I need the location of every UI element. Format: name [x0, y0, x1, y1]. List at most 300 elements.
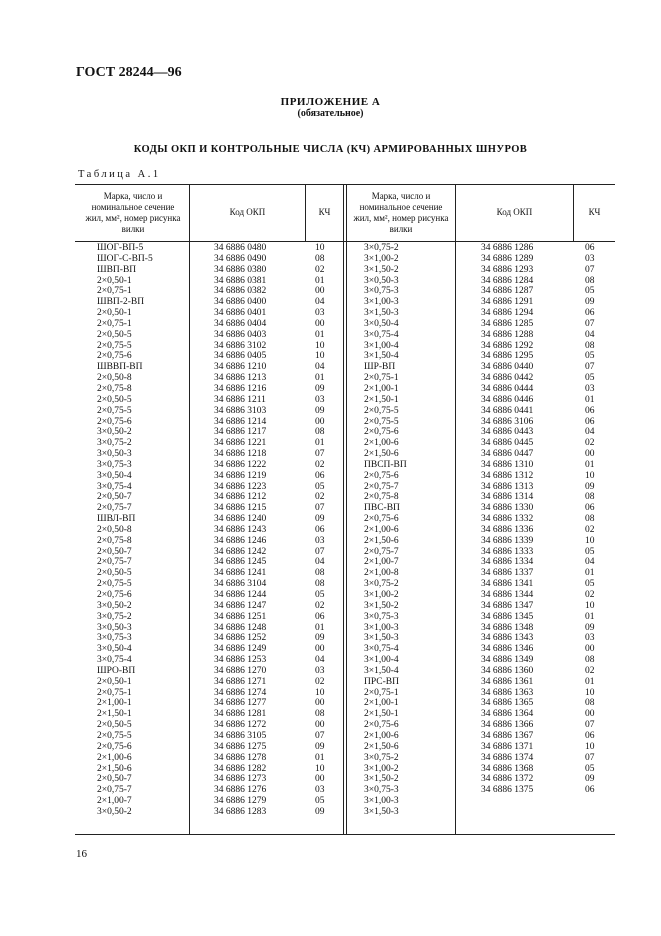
table-cell-kch: 02	[315, 492, 325, 503]
table-cell-code: 34 6886 1244	[214, 590, 267, 600]
table-cell-kch: 10	[315, 687, 325, 698]
right-kch-column	[585, 243, 605, 796]
table-cell-code: 34 6886 1278	[214, 752, 267, 763]
table-cell-code: 34 6886 0380	[214, 264, 267, 275]
table-cell-mark: 2×0,75-7	[97, 557, 132, 568]
table-cell-code: 34 6886 1339	[481, 535, 534, 546]
table-cell-mark: 2×1,00-7	[97, 796, 132, 807]
table-cell-kch: 03	[315, 308, 325, 319]
table-cell-kch: 06	[585, 416, 595, 427]
table-cell-kch: 01	[585, 394, 595, 405]
table-cell-code: 34 6886 1242	[214, 546, 267, 557]
table-cell-mark: 2×0,50-8	[97, 373, 132, 384]
table-cell-mark: 3×1,00-3	[364, 796, 399, 807]
table-cell-mark: 2×1,00-6	[97, 752, 132, 763]
table-cell-kch: 00	[585, 449, 595, 460]
table-cell-kch: 00	[315, 720, 325, 731]
table-cell-code: 34 6886 0441	[481, 405, 534, 416]
table-cell-code: 34 6886 1240	[214, 514, 267, 525]
table-cell-mark: 2×0,75-7	[364, 546, 399, 557]
table-cell-mark: 3×0,50-3	[364, 275, 399, 286]
table-cell-mark: ШОГ-С-ВП-5	[97, 253, 153, 264]
table-cell-code: 34 6886 0442	[481, 373, 534, 384]
table-cell-code: 34 6886 1272	[214, 720, 267, 731]
table-cell-kch: 04	[585, 557, 595, 568]
table-cell-mark: 2×0,75-6	[364, 514, 399, 525]
table-cell-code: 34 6886 1341	[481, 579, 534, 590]
page-number: 16	[76, 848, 87, 860]
table-cell-kch: 08	[315, 579, 325, 590]
table-cell-kch: 08	[315, 568, 325, 579]
table-cell-mark: 3×0,75-4	[364, 644, 399, 655]
table-cell-code: 34 6886 1348	[481, 622, 534, 633]
table-cell-mark: 3×0,75-3	[97, 633, 132, 644]
header-mark-left: Марка, число и номинальное сечение жил, мм², номер рисунка вилки	[85, 190, 181, 234]
table-cell-kch: 09	[315, 741, 325, 752]
table-cell-kch: 05	[315, 796, 325, 807]
table-cell-mark: 3×1,50-4	[364, 665, 399, 676]
table-cell-kch: 06	[315, 470, 325, 481]
table-cell-kch: 01	[315, 752, 325, 763]
table-cell-kch: 01	[315, 275, 325, 286]
table-cell-mark: ШРО-ВП	[97, 665, 136, 676]
table-cell-kch: 00	[585, 644, 595, 655]
table-cell-kch: 08	[585, 340, 595, 351]
table-cell-mark: 2×0,50-5	[97, 394, 132, 405]
table-cell-code: 34 6886 0440	[481, 362, 534, 373]
table-cell-code: 34 6886 1364	[481, 709, 534, 720]
table-cell-kch: 08	[585, 655, 595, 666]
table-cell-kch: 07	[585, 752, 595, 763]
table-cell-kch: 08	[315, 427, 325, 438]
right-code-column	[481, 243, 571, 796]
table-cell-mark: 3×1,00-2	[364, 763, 399, 774]
table-cell-code: 34 6886 1365	[481, 698, 534, 709]
table-cell-code: 34 6886 1275	[214, 741, 267, 752]
table-cell-mark: 2×1,50-6	[97, 763, 132, 774]
table-cell-mark: 3×0,75-2	[364, 579, 399, 590]
column-divider	[455, 184, 456, 835]
table-cell-code: 34 6886 1310	[481, 459, 534, 470]
table-cell-kch: 05	[585, 373, 595, 384]
table-cell-code: 34 6886 1330	[481, 503, 534, 514]
table-cell-code: 34 6886 0404	[214, 318, 267, 329]
table-cell-code: 34 6886 1336	[481, 524, 534, 535]
table-cell-kch: 09	[585, 774, 595, 785]
table-cell-kch: 09	[315, 806, 325, 817]
table-cell-mark: 2×1,00-7	[364, 557, 399, 568]
table-cell-kch: 09	[315, 633, 325, 644]
table-cell-code: 34 6886 0480	[214, 243, 267, 253]
table-cell-code: 34 6886 1363	[481, 687, 534, 698]
table-cell-code: 34 6886 1212	[214, 492, 267, 503]
table-cell-kch: 10	[315, 763, 325, 774]
table-cell-mark: 2×0,75-1	[364, 373, 399, 384]
table-cell-code: 34 6886 1221	[214, 438, 267, 449]
table-cell-code: 34 6886 1211	[214, 394, 266, 405]
table-cell-code: 34 6886 1219	[214, 470, 267, 481]
table-cell-code: 34 6886 1247	[214, 600, 267, 611]
table-cell-kch: 03	[315, 535, 325, 546]
table-cell-mark: 2×0,75-6	[97, 741, 132, 752]
table-cell-mark: 2×0,75-1	[97, 687, 132, 698]
table-cell-kch: 02	[315, 264, 325, 275]
table-cell-kch: 06	[585, 243, 595, 253]
table-cell-kch: 05	[585, 546, 595, 557]
table-cell-code: 34 6886 1249	[214, 644, 267, 655]
table-cell-mark: ШР-ВП	[364, 362, 396, 373]
table-cell-kch: 06	[315, 524, 325, 535]
table-cell-kch: 08	[585, 492, 595, 503]
table-cell-kch: 08	[585, 698, 595, 709]
table-cell-mark: 3×0,75-2	[364, 243, 399, 253]
table-cell-mark: 3×1,50-3	[364, 308, 399, 319]
table-cell-mark: 2×0,75-6	[97, 351, 132, 362]
table-cell-mark: 3×0,75-2	[97, 438, 132, 449]
table-cell-kch: 01	[585, 611, 595, 622]
table-cell-mark: 2×1,00-6	[364, 730, 399, 741]
table-cell-kch: 00	[315, 318, 325, 329]
table-cell-code: 34 6886 1214	[214, 416, 267, 427]
table-cell-kch: 06	[585, 503, 595, 514]
table-cell-code: 34 6886 1360	[481, 665, 534, 676]
table-cell-code: 34 6886 1372	[481, 774, 534, 785]
table-cell-mark: 3×0,50-2	[97, 600, 132, 611]
table-cell-kch: 04	[585, 427, 595, 438]
table-cell-code: 34 6886 1371	[481, 741, 534, 752]
table-cell-kch: 10	[585, 741, 595, 752]
table-cell-mark: ШВЛ-ВП	[97, 514, 136, 525]
table-cell-kch: 09	[315, 405, 325, 416]
table-cell-kch: 07	[585, 264, 595, 275]
table-cell-mark: 2×0,75-5	[364, 416, 399, 427]
table-cell-kch: 08	[315, 709, 325, 720]
table-cell-mark: 3×0,50-2	[97, 427, 132, 438]
table-cell-mark: ШВП-ВП	[97, 264, 137, 275]
table-cell-mark: 2×0,50-5	[97, 720, 132, 731]
table-cell-mark: 3×0,75-3	[364, 286, 399, 297]
table-cell-code: 34 6886 0400	[214, 297, 267, 308]
section-title: КОДЫ ОКП И КОНТРОЛЬНЫЕ ЧИСЛА (КЧ) АРМИРОВАННЫХ ШНУРОВ	[133, 144, 528, 155]
table-cell-mark: 2×0,75-8	[97, 383, 132, 394]
table-cell-mark: 2×0,75-5	[97, 579, 132, 590]
table-cell-code: 34 6886 1332	[481, 514, 534, 525]
table-cell-kch: 07	[315, 503, 325, 514]
table-cell-mark: 2×1,00-1	[364, 698, 399, 709]
table-cell-mark: 3×0,75-4	[97, 481, 132, 492]
table-cell-mark: 3×0,50-4	[364, 318, 399, 329]
table-cell-code: 34 6886 1213	[214, 373, 267, 384]
table-cell-kch: 00	[315, 286, 325, 297]
table-cell-code: 34 6886 1291	[481, 297, 534, 308]
table-cell-kch: 04	[585, 329, 595, 340]
table-cell-mark: 3×0,75-3	[364, 611, 399, 622]
table-cell-code: 34 6886 1253	[214, 655, 267, 666]
table-cell-kch: 01	[315, 438, 325, 449]
header-code-right: Код ОКП	[496, 207, 533, 217]
table-cell-mark: 2×0,50-1	[97, 676, 132, 687]
table-cell-code: 34 6886 1343	[481, 633, 534, 644]
table-cell-kch: 05	[315, 590, 325, 600]
table-cell-mark: ПВС-ВП	[364, 503, 400, 514]
table-cell-mark: 3×0,75-4	[97, 655, 132, 666]
table-cell-kch: 01	[315, 373, 325, 384]
table-cell-kch: 02	[585, 665, 595, 676]
table-cell-kch: 10	[315, 340, 325, 351]
table-cell-mark: 2×1,50-1	[97, 709, 132, 720]
table-cell-kch: 03	[315, 394, 325, 405]
table-cell-kch: 03	[585, 383, 595, 394]
table-cell-kch: 00	[315, 774, 325, 785]
table-cell-kch: 03	[585, 633, 595, 644]
table-cell-mark: 3×0,50-3	[97, 622, 132, 633]
table-cell-kch: 10	[585, 600, 595, 611]
table-cell-code: 34 6886 1246	[214, 535, 267, 546]
table-cell-mark: 3×0,50-2	[97, 806, 132, 817]
right-mark-column	[364, 243, 454, 818]
double-column-divider	[343, 184, 347, 835]
table-cell-code: 34 6886 0446	[481, 394, 534, 405]
table-cell-kch: 01	[315, 622, 325, 633]
table-cell-mark: 2×0,50-7	[97, 492, 132, 503]
table-cell-mark: 2×0,75-8	[97, 535, 132, 546]
table-cell-code: 34 6886 1279	[214, 796, 267, 807]
table-cell-code: 34 6886 1346	[481, 644, 534, 655]
table-cell-mark: ПРС-ВП	[364, 676, 399, 687]
table-cell-kch: 10	[585, 470, 595, 481]
table-cell-code: 34 6886 3104	[214, 579, 267, 590]
header-kch-right: КЧ	[588, 207, 601, 217]
table-cell-mark: 2×0,50-5	[97, 329, 132, 340]
table-cell-kch: 10	[585, 535, 595, 546]
table-cell-code: 34 6886 0490	[214, 253, 267, 264]
doc-title: ГОСТ 28244—96	[76, 65, 182, 80]
table-cell-kch: 06	[585, 308, 595, 319]
table-cell-kch: 10	[315, 243, 325, 253]
table-cell-mark: 2×1,50-6	[364, 535, 399, 546]
table-cell-code: 34 6886 1287	[481, 286, 534, 297]
table-cell-kch: 07	[315, 546, 325, 557]
table-cell-mark: 3×1,50-4	[364, 351, 399, 362]
table-cell-mark: 2×0,75-6	[364, 427, 399, 438]
table-cell-code: 34 6886 1281	[214, 709, 267, 720]
table-cell-code: 34 6886 1375	[481, 785, 534, 796]
table-cell-kch: 03	[585, 253, 595, 264]
table-cell-mark: 3×0,75-4	[364, 329, 399, 340]
table-cell-kch: 09	[315, 383, 325, 394]
table-cell-kch: 09	[315, 514, 325, 525]
table-cell-mark: 2×1,00-1	[97, 698, 132, 709]
table-cell-kch: 04	[315, 297, 325, 308]
table-cell-kch: 00	[585, 709, 595, 720]
table-cell-mark: ПВСП-ВП	[364, 459, 407, 470]
table-cell-mark: ШВП-2-ВП	[97, 297, 145, 308]
table-cell-mark: 3×1,00-2	[364, 253, 399, 264]
table-cell-kch: 05	[585, 351, 595, 362]
table-cell-code: 34 6886 1292	[481, 340, 534, 351]
table-cell-mark: 2×0,75-6	[97, 590, 132, 600]
table-cell-code: 34 6886 1248	[214, 622, 267, 633]
table-cell-code: 34 6886 1345	[481, 611, 534, 622]
table-cell-mark: 2×1,50-1	[364, 394, 399, 405]
table-cell-mark: 3×0,75-2	[364, 752, 399, 763]
table-cell-kch: 06	[585, 405, 595, 416]
table-cell-kch: 00	[315, 698, 325, 709]
table-cell-mark: 2×0,75-7	[97, 785, 132, 796]
header-mark-right: Марка, число и номинальное сечение жил, мм², номер рисунка вилки	[353, 190, 449, 234]
table-cell-kch: 02	[315, 676, 325, 687]
table-cell-mark: 2×0,75-5	[97, 340, 132, 351]
table-cell-code: 34 6886 1314	[481, 492, 534, 503]
table-cell-kch: 02	[315, 600, 325, 611]
table-cell-code: 34 6886 1285	[481, 318, 534, 329]
table-cell-mark: 2×1,50-1	[364, 709, 399, 720]
table-cell-mark: 2×1,50-6	[364, 449, 399, 460]
table-cell-mark: 2×0,75-1	[364, 687, 399, 698]
table-cell-kch: 05	[315, 481, 325, 492]
table-cell-code: 34 6886 1347	[481, 600, 534, 611]
table-cell-code: 34 6886 1245	[214, 557, 267, 568]
table-cell-code: 34 6886 1289	[481, 253, 534, 264]
table-cell-kch: 07	[315, 449, 325, 460]
table-cell-mark: 3×1,00-3	[364, 297, 399, 308]
table-cell-mark: 2×0,75-6	[364, 720, 399, 731]
table-cell-kch: 06	[585, 730, 595, 741]
table-cell-code: 34 6886 3102	[214, 340, 267, 351]
table-cell-code: 34 6886 1295	[481, 351, 534, 362]
table-cell-code: 34 6886 1283	[214, 806, 267, 817]
table-cell-mark: 2×0,75-1	[97, 318, 132, 329]
table-cell-mark: 3×1,00-4	[364, 655, 399, 666]
table-cell-code: 34 6886 1215	[214, 503, 267, 514]
table-cell-kch: 02	[585, 438, 595, 449]
header-code-left: Код ОКП	[229, 207, 266, 217]
table-cell-mark: 2×0,75-7	[97, 503, 132, 514]
table-cell-kch: 04	[315, 655, 325, 666]
table-cell-kch: 00	[315, 416, 325, 427]
table-cell-code: 34 6886 1337	[481, 568, 534, 579]
table-cell-kch: 06	[585, 785, 595, 796]
table-cell-code: 34 6886 0401	[214, 308, 267, 319]
table-cell-code: 34 6886 3106	[481, 416, 534, 427]
table-cell-mark: 3×1,00-3	[364, 622, 399, 633]
table-cell-code: 34 6886 1361	[481, 676, 534, 687]
table-cell-mark: 2×0,75-8	[364, 492, 399, 503]
table-cell-code: 34 6886 1367	[481, 730, 534, 741]
column-divider	[189, 184, 190, 835]
table-cell-code: 34 6886 3103	[214, 405, 267, 416]
table-cell-code: 34 6886 3105	[214, 730, 267, 741]
table-label: Таблица А.1	[78, 169, 161, 180]
table-cell-code: 34 6886 1276	[214, 785, 267, 796]
table-cell-mark: 2×1,00-6	[364, 438, 399, 449]
table-cell-mark: 2×0,75-7	[364, 481, 399, 492]
table-cell-kch: 07	[585, 318, 595, 329]
table-cell-code: 34 6886 1313	[481, 481, 534, 492]
table-cell-kch: 05	[585, 286, 595, 297]
table-cell-kch: 02	[585, 590, 595, 600]
left-code-column	[214, 243, 304, 818]
table-cell-mark: 3×0,75-3	[364, 785, 399, 796]
table-cell-code: 34 6886 1216	[214, 383, 267, 394]
table-cell-code: 34 6886 1277	[214, 698, 267, 709]
table-cell-mark: 2×0,75-5	[97, 405, 132, 416]
table-cell-kch: 01	[585, 459, 595, 470]
table-cell-mark: 3×1,50-3	[364, 633, 399, 644]
table-cell-mark: 3×0,50-3	[97, 449, 132, 460]
left-kch-column	[315, 243, 335, 818]
table-cell-mark: 2×1,00-8	[364, 568, 399, 579]
table-cell-mark: ШВВП-ВП	[97, 362, 143, 373]
table-cell-code: 34 6886 0445	[481, 438, 534, 449]
table-cell-code: 34 6886 1282	[214, 763, 267, 774]
table-cell-mark: 2×0,50-1	[97, 275, 132, 286]
table-cell-code: 34 6886 1241	[214, 568, 267, 579]
table-cell-kch: 07	[315, 730, 325, 741]
table-cell-kch: 08	[585, 275, 595, 286]
table-cell-code: 34 6886 1366	[481, 720, 534, 731]
table-cell-code: 34 6886 1251	[214, 611, 267, 622]
table-cell-code: 34 6886 1284	[481, 275, 534, 286]
table-cell-code: 34 6886 1294	[481, 308, 534, 319]
table-cell-code: 34 6886 1374	[481, 752, 534, 763]
table-cell-code: 34 6886 0443	[481, 427, 534, 438]
header-kch-left: КЧ	[318, 207, 331, 217]
table-cell-code: 34 6886 1217	[214, 427, 267, 438]
table-cell-code: 34 6886 0403	[214, 329, 267, 340]
table-cell-kch: 01	[585, 676, 595, 687]
table-cell-mark: 3×0,50-4	[97, 470, 132, 481]
table-cell-code: 34 6886 0382	[214, 286, 267, 297]
table-cell-code: 34 6886 1334	[481, 557, 534, 568]
table-cell-code: 34 6886 1288	[481, 329, 534, 340]
left-mark-column	[97, 243, 189, 818]
table-cell-kch: 07	[585, 720, 595, 731]
table-cell-kch: 09	[585, 622, 595, 633]
appendix-subtitle: (обязательное)	[297, 108, 364, 119]
table-cell-mark: 2×0,75-6	[97, 416, 132, 427]
table-cell-kch: 10	[315, 351, 325, 362]
table-cell-mark: 3×0,75-2	[97, 611, 132, 622]
table-cell-code: 34 6886 1222	[214, 459, 267, 470]
table-cell-code: 34 6886 1312	[481, 470, 534, 481]
table-cell-mark: 2×0,50-1	[97, 308, 132, 319]
data-table	[75, 184, 615, 835]
table-cell-mark: 2×0,75-1	[97, 286, 132, 297]
table-cell-code: 34 6886 1273	[214, 774, 267, 785]
table-cell-mark: 3×1,00-2	[364, 590, 399, 600]
table-cell-code: 34 6886 1210	[214, 362, 267, 373]
table-cell-kch: 05	[585, 763, 595, 774]
table-cell-kch: 02	[585, 524, 595, 535]
table-cell-code: 34 6886 1271	[214, 676, 267, 687]
table-cell-kch: 09	[585, 481, 595, 492]
table-cell-kch: 07	[585, 362, 595, 373]
table-cell-mark: ШОГ-ВП-5	[97, 243, 144, 253]
appendix-title: ПРИЛОЖЕНИЕ А	[280, 96, 381, 108]
table-cell-mark: 3×1,50-2	[364, 774, 399, 785]
table-cell-code: 34 6886 1286	[481, 243, 534, 253]
table-cell-mark: 2×0,75-6	[364, 470, 399, 481]
table-cell-code: 34 6886 0381	[214, 275, 267, 286]
table-cell-mark: 3×0,50-4	[97, 644, 132, 655]
table-cell-kch: 08	[585, 514, 595, 525]
table-cell-kch: 08	[315, 253, 325, 264]
table-cell-code: 34 6886 1218	[214, 449, 267, 460]
table-cell-code: 34 6886 1274	[214, 687, 267, 698]
table-cell-code: 34 6886 1333	[481, 546, 534, 557]
table-cell-code: 34 6886 1270	[214, 665, 267, 676]
